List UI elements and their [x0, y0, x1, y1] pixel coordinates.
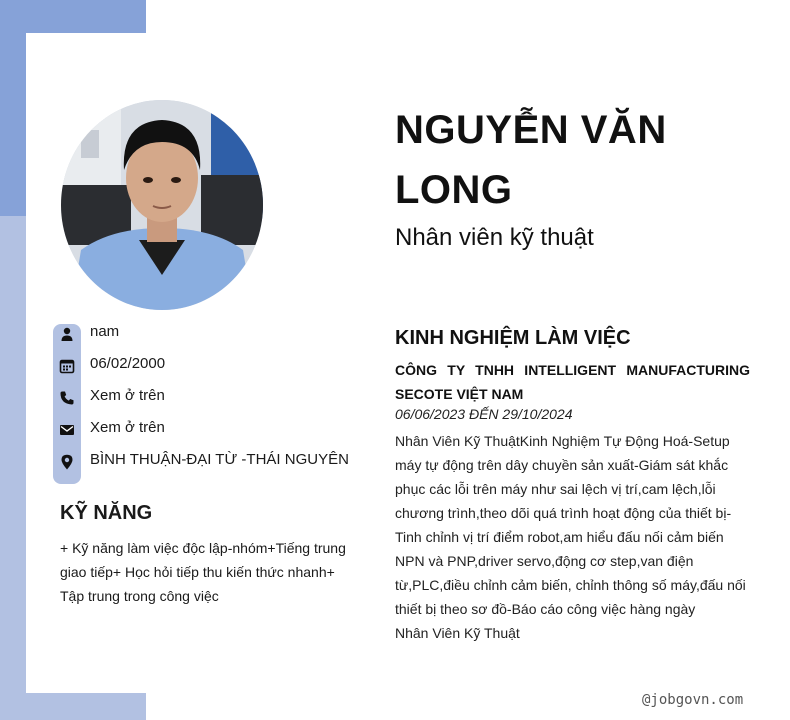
experience-description-text: Nhân Viên Kỹ ThuậtKinh Nghiệm Tự Động Hoá-Setup máy tự động trên dây chuyền sản xuất-Giám sát khắc phục các lỗi trên máy như sai lệch vị trí,cam lệch,lỗi chương trình,theo dõi quá trình hoạt động của thiết bị-Tinh chỉnh vị trí điểm robot,am hiểu đấu nối cảm biến NPN và PNP,driver servo,động cơ step,van điện từ,PLC,điều chỉnh cảm biến, chỉnh thông số máy,đấu nối thiết bị theo sơ đồ-Báo cáo công việc hàng ngày: [395, 433, 746, 617]
skills-heading: KỸ NĂNG: [60, 502, 153, 524]
candidate-name: NGUYỄN VĂN LONG: [395, 108, 667, 212]
watermark: @jobgovn.com: [642, 692, 744, 708]
experience-position: Nhân Viên Kỹ Thuật: [395, 625, 520, 641]
contact-birthdate: [53, 352, 373, 384]
contact-gender: [53, 320, 373, 352]
contact-gender-value: nam: [90, 323, 120, 340]
contact-address-value: BÌNH THUẬN-ĐẠI TỪ -THÁI NGUYÊN: [90, 451, 349, 468]
decorative-band-bottom: [0, 693, 146, 720]
contact-phone-value: Xem ở trên: [90, 387, 165, 404]
calendar-icon: [59, 358, 75, 374]
avatar-photo: [61, 100, 263, 310]
avatar: [61, 100, 263, 310]
contact-email: [53, 416, 373, 448]
experience-period: 06/06/2023 ĐẾN 29/10/2024: [395, 406, 573, 422]
candidate-job-title: Nhân viên kỹ thuật: [395, 224, 594, 251]
experience-company: CÔNG TY TNHH INTELLIGENT MANUFACTURING SECOTE VIỆT NAM: [395, 362, 750, 402]
person-icon: [59, 326, 75, 342]
contact-address: [53, 448, 373, 480]
experience-heading: KINH NGHIỆM LÀM VIỆC: [395, 327, 631, 349]
experience-description: [395, 429, 750, 645]
skills-text: + Kỹ năng làm việc độc lập-nhóm+Tiếng trung giao tiếp+ Học hỏi tiếp thu kiến thức nhanh+ Tập trung trong công việc: [60, 540, 346, 604]
decorative-band-side: [0, 216, 26, 720]
phone-icon: [59, 390, 75, 406]
location-pin-icon: [59, 454, 75, 470]
contact-birthdate-value: 06/02/2000: [90, 355, 166, 372]
mail-icon: [59, 422, 75, 438]
contact-email-value: Xem ở trên: [90, 419, 165, 436]
contact-phone: [53, 384, 373, 416]
